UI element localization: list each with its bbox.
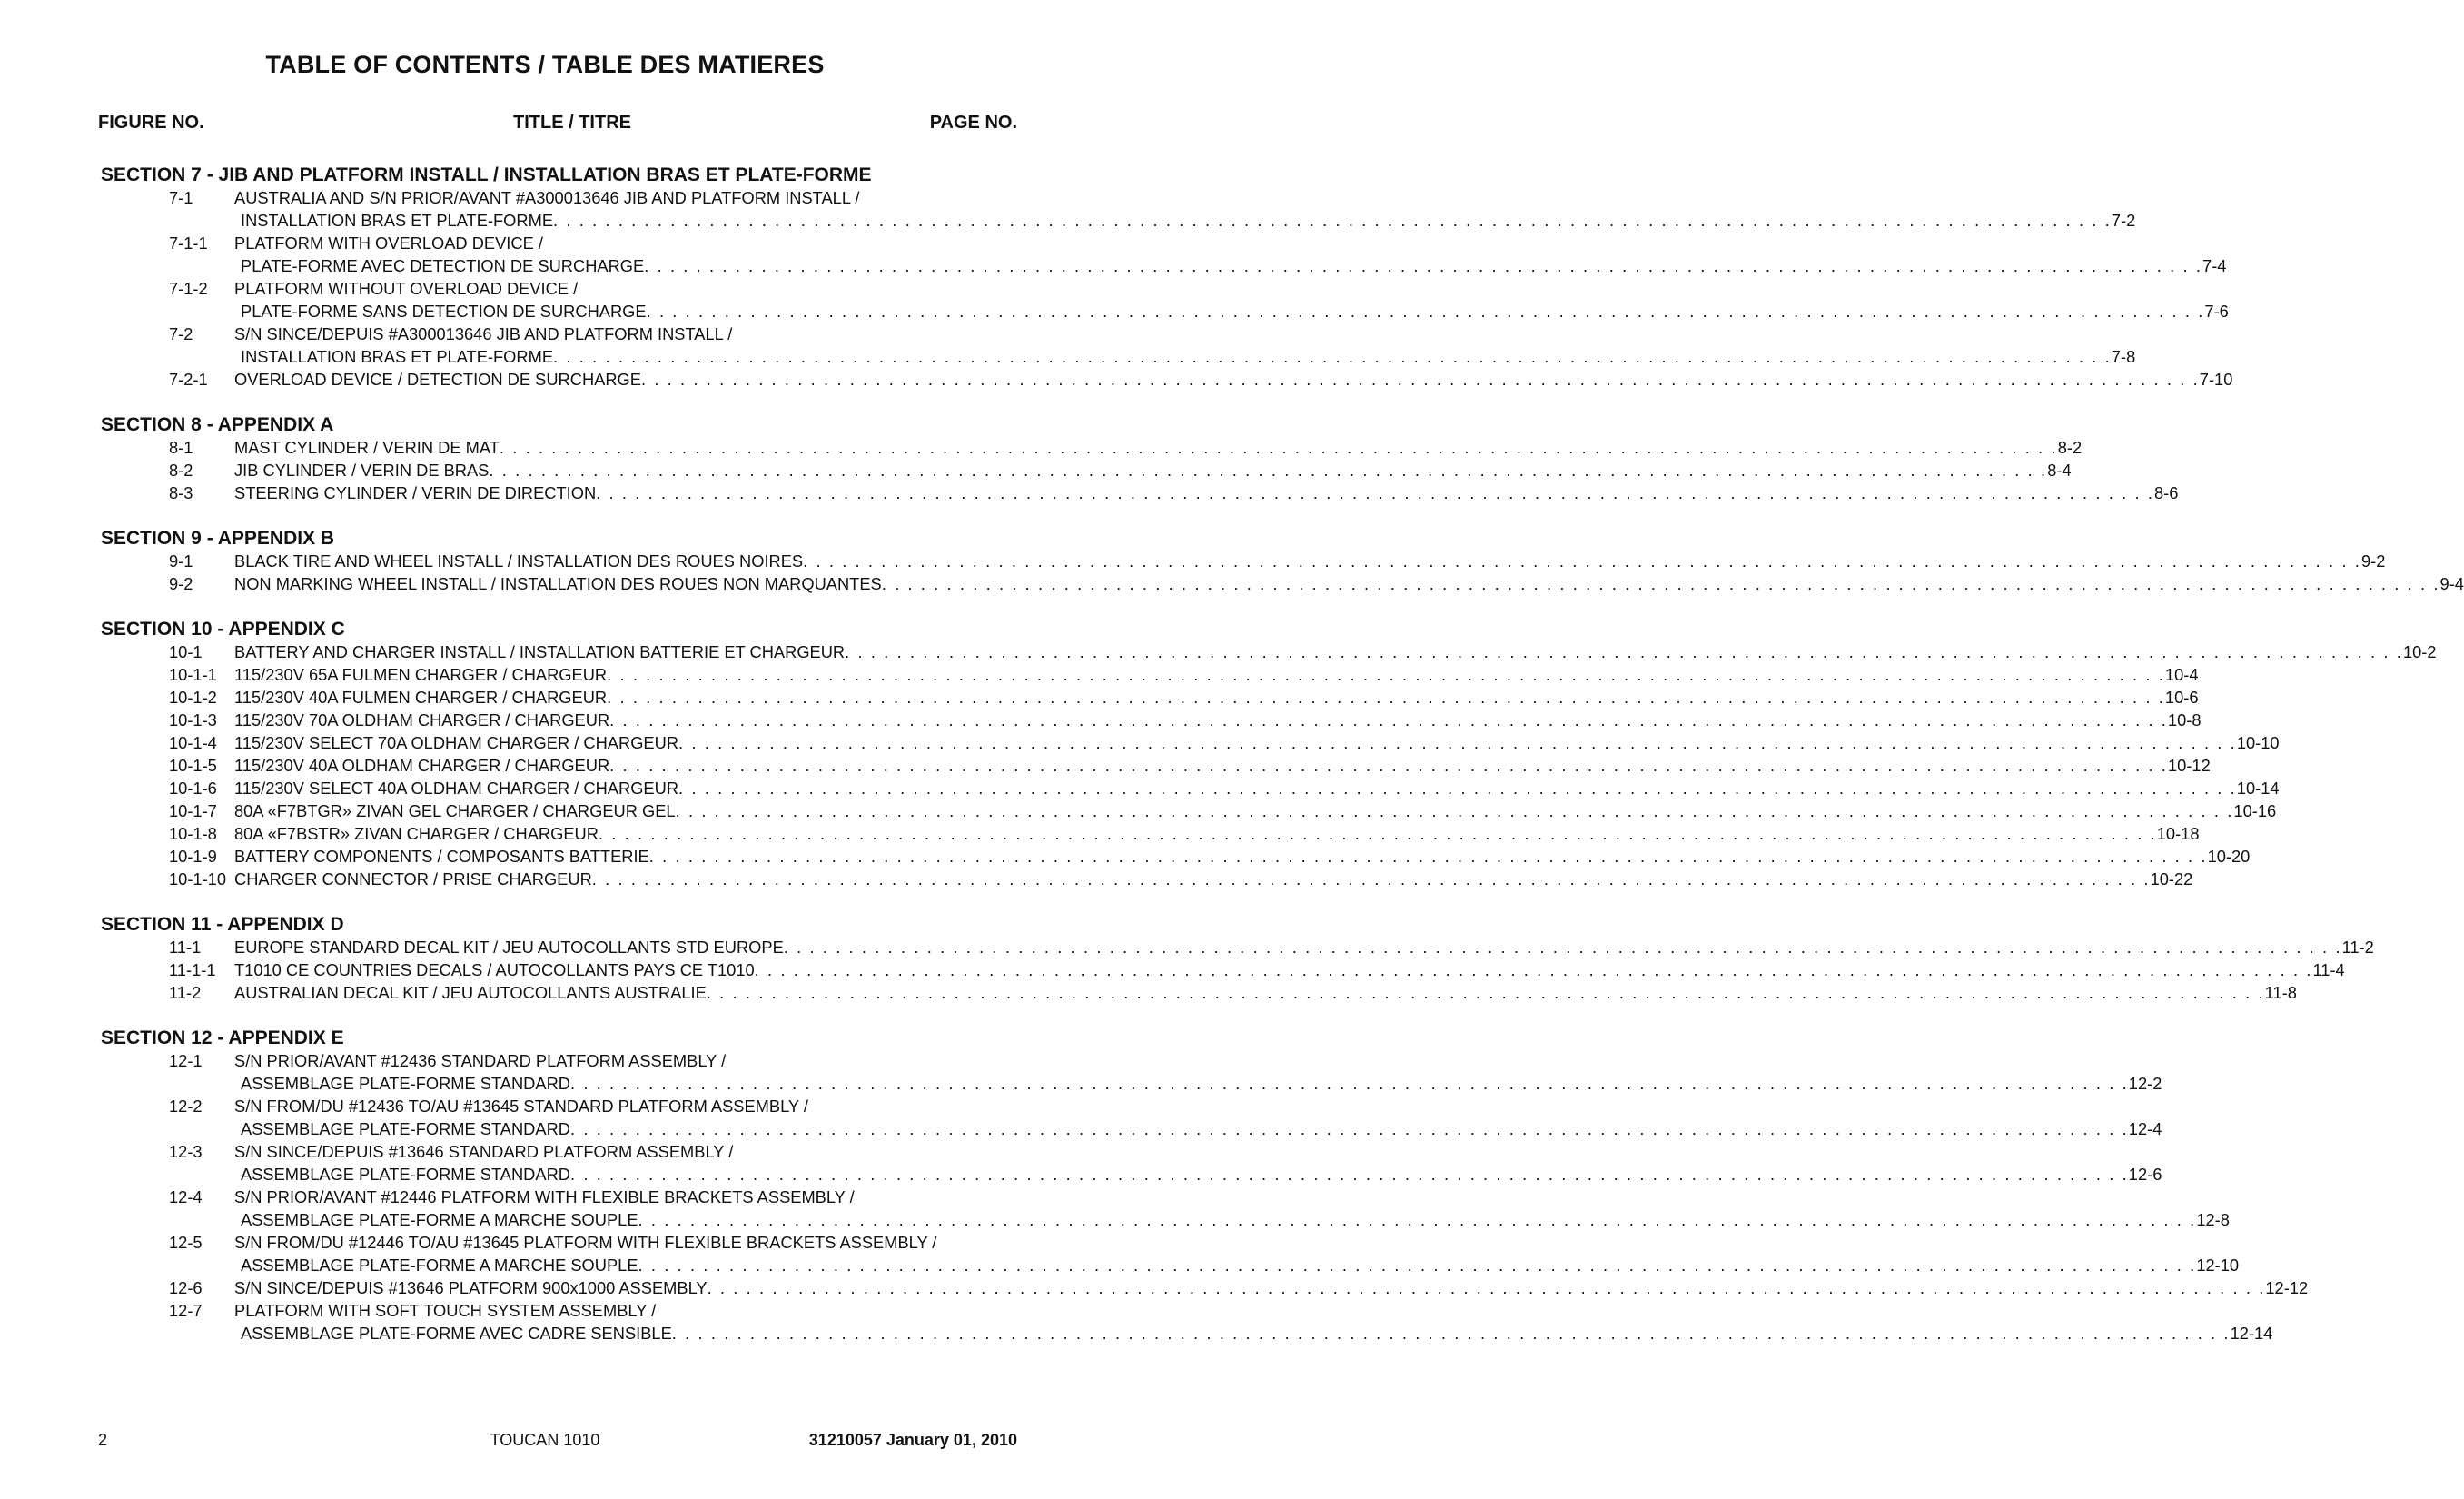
entry-title: ASSEMBLAGE PLATE-FORME STANDARD (241, 1074, 570, 1093)
figure-number: 12-4 (169, 1187, 203, 1206)
page-number: 9-4 (2439, 574, 2464, 593)
toc-entry[interactable] (0, 640, 2437, 663)
toc-entry[interactable] (0, 1095, 2162, 1140)
toc-entry[interactable] (0, 731, 2280, 754)
toc-entry[interactable] (0, 277, 2229, 323)
toc-entry[interactable] (0, 709, 2202, 731)
section-heading: SECTION 12 - APPENDIX E (101, 1027, 344, 1048)
page-number: 12-4 (2128, 1119, 2162, 1138)
dot-leader: . . . . . . . . . . . . . . . . . . . . . . . . . . . . . . . . . . . . . . . . . . . . . . . . . . . . . . . . . . . . . . . . . . . . . . . . . . . . . . . . . . . . . . . . . . . . . . . . . . . . . . . . . . . . . . . . . . . . . . . . (591, 869, 2151, 888)
entry-title: S/N SINCE/DEPUIS #13646 PLATFORM 900x1000 ASSEMBLY (234, 1278, 708, 1297)
toc-entry[interactable] (0, 777, 2280, 799)
page-number: 8-2 (2057, 438, 2083, 457)
page-number: 12-2 (2128, 1074, 2162, 1093)
page-number: 10-8 (2167, 710, 2202, 730)
dot-leader: . . . . . . . . . . . . . . . . . . . . . . . . . . . . . . . . . . . . . . . . . . . . . . . . . . . . . . . . . . . . . . . . . . . . . . . . . . . . . . . . . . . . . . . . . . . . . . . . . . . . . . . . . . . . . . . . . . . . . . . . (678, 779, 2237, 798)
dot-leader: . . . . . . . . . . . . . . . . . . . . . . . . . . . . . . . . . . . . . . . . . . . . . . . . . . . . . . . . . . . . . . . . . . . . . . . . . . . . . . . . . . . . . . . . . . . . . . . . . . . . . . . . . . . . . . . . . . . . . . . . (553, 347, 2112, 366)
entry-title: S/N PRIOR/AVANT #12436 STANDARD PLATFORM ASSEMBLY / (234, 1051, 727, 1070)
entry-title: PLATE-FORME AVEC DETECTION DE SURCHARGE (241, 256, 645, 275)
section-heading: SECTION 8 - APPENDIX A (101, 414, 334, 435)
page-number: 10-20 (2207, 847, 2251, 866)
figure-number: 10-1-8 (169, 824, 217, 843)
page-number: 10-12 (2167, 756, 2211, 775)
page-number: 8-6 (2154, 483, 2179, 502)
toc-section (0, 619, 2437, 890)
toc-entry[interactable] (0, 550, 2386, 572)
entry-title: ASSEMBLAGE PLATE-FORME A MARCHE SOUPLE (241, 1256, 638, 1275)
dot-leader: . . . . . . . . . . . . . . . . . . . . . . . . . . . . . . . . . . . . . . . . . . . . . . . . . . . . . . . . . . . . . . . . . . . . . . . . . . . . . . . . . . . . . . . . . . . . . . . . . . . . . . . . . . . . . . . . . . . . . . . . (675, 801, 2234, 820)
entry-title: 80A «F7BTGR» ZIVAN GEL CHARGER / CHARGEUR GEL (234, 801, 676, 820)
figure-number: 9-1 (169, 551, 193, 571)
toc-entry[interactable] (0, 572, 2464, 595)
dot-leader: . . . . . . . . . . . . . . . . . . . . . . . . . . . . . . . . . . . . . . . . . . . . . . . . . . . . . . . . . . . . . . . . . . . . . . . . . . . . . . . . . . . . . . . . . . . . . . . . . . . . . . . . . . . . . . . . . . . . . . . . (553, 211, 2112, 230)
entry-title: 115/230V SELECT 40A OLDHAM CHARGER / CHARGEUR (234, 779, 679, 798)
dot-leader: . . . . . . . . . . . . . . . . . . . . . . . . . . . . . . . . . . . . . . . . . . . . . . . . . . . . . . . . . . . . . . . . . . . . . . . . . . . . . . . . . . . . . . . . . . . . . . . . . . . . . . . . . . . . . . . . . . . . . . . . (598, 824, 2157, 843)
entry-title: JIB CYLINDER / VERIN DE BRAS (234, 461, 490, 480)
toc-entry[interactable] (0, 845, 2251, 868)
entry-title: ASSEMBLAGE PLATE-FORME STANDARD (241, 1165, 570, 1184)
column-header-figure: FIGURE NO. (98, 113, 204, 133)
figure-number: 10-1-1 (169, 665, 217, 684)
toc-entry[interactable] (0, 323, 2136, 368)
entry-title: INSTALLATION BRAS ET PLATE-FORME (241, 211, 554, 230)
entry-title: INSTALLATION BRAS ET PLATE-FORME (241, 347, 554, 366)
entry-title: EUROPE STANDARD DECAL KIT / JEU AUTOCOLLANTS STD EUROPE (234, 938, 784, 957)
entry-title: PLATFORM WITH SOFT TOUCH SYSTEM ASSEMBLY / (234, 1301, 657, 1320)
entry-title: NON MARKING WHEEL INSTALL / INSTALLATION DES ROUES NON MARQUANTES (234, 574, 882, 593)
page-number: 8-4 (2047, 461, 2072, 480)
toc-entry[interactable] (0, 1276, 2309, 1299)
toc-section (0, 528, 2464, 595)
dot-leader: . . . . . . . . . . . . . . . . . . . . . . . . . . . . . . . . . . . . . . . . . . . . . . . . . . . . . . . . . . . . . . . . . . . . . . . . . . . . . . . . . . . . . . . . . . . . . . . . . . . . . . . . . . . . . . . . . . . . . . . . (754, 960, 2313, 979)
figure-number: 10-1 (169, 642, 203, 661)
entry-title: CHARGER CONNECTOR / PRISE CHARGEUR (234, 869, 592, 888)
figure-number: 7-1 (169, 188, 193, 207)
page-number: 10-22 (2150, 869, 2193, 888)
page-number: 9-2 (2360, 551, 2386, 571)
figure-number: 12-1 (169, 1051, 203, 1070)
entry-title: S/N FROM/DU #12436 TO/AU #13645 STANDARD PLATFORM ASSEMBLY / (234, 1097, 808, 1116)
toc-entry[interactable] (0, 936, 2374, 958)
section-heading: SECTION 7 - JIB AND PLATFORM INSTALL / INSTALLATION BRAS ET PLATE-FORME (101, 164, 872, 185)
figure-number: 10-1-4 (169, 733, 217, 752)
entry-title: AUSTRALIA AND S/N PRIOR/AVANT #A300013646 JIB AND PLATFORM INSTALL / (234, 188, 860, 207)
toc-entry[interactable] (0, 958, 2345, 981)
entry-title: PLATE-FORME SANS DETECTION DE SURCHARGE (241, 302, 647, 321)
entry-title: S/N SINCE/DEPUIS #13646 STANDARD PLATFORM ASSEMBLY / (234, 1142, 734, 1161)
toc-entry[interactable] (0, 436, 2083, 459)
figure-number: 9-2 (169, 574, 193, 593)
toc-section (0, 164, 2233, 391)
page-number: 12-6 (2128, 1165, 2162, 1184)
column-header-page: PAGE NO. (929, 113, 1017, 133)
page-number: 7-4 (2202, 256, 2227, 275)
dot-leader: . . . . . . . . . . . . . . . . . . . . . . . . . . . . . . . . . . . . . . . . . . . . . . . . . . . . . . . . . . . . . . . . . . . . . . . . . . . . . . . . . . . . . . . . . . . . . . . . . . . . . . . . . . . . . . . . . . . . . . . . (646, 302, 2205, 321)
figure-number: 12-5 (169, 1233, 203, 1252)
footer-model: TOUCAN 1010 (490, 1431, 600, 1449)
toc-section (0, 1027, 2309, 1345)
figure-number: 12-3 (169, 1142, 203, 1161)
dot-leader: . . . . . . . . . . . . . . . . . . . . . . . . . . . . . . . . . . . . . . . . . . . . . . . . . . . . . . . . . . . . . . . . . . . . . . . . . . . . . . . . . . . . . . . . . . . . . . . . . . . . . . . . . . . . . . . . . . . . . . . . (678, 733, 2237, 752)
figure-number: 10-1-9 (169, 847, 217, 866)
section-heading: SECTION 10 - APPENDIX C (101, 619, 345, 640)
page-number: 7-8 (2111, 347, 2136, 366)
figure-number: 12-2 (169, 1097, 203, 1116)
dot-leader: . . . . . . . . . . . . . . . . . . . . . . . . . . . . . . . . . . . . . . . . . . . . . . . . . . . . . . . . . . . . . . . . . . . . . . . . . . . . . . . . . . . . . . . . . . . . . . . . . . . . . . . . . . . . . . . . . . . . . . . . (596, 483, 2154, 502)
entry-title: AUSTRALIAN DECAL KIT / JEU AUTOCOLLANTS AUSTRALIE (234, 983, 707, 1002)
entry-title: 115/230V SELECT 70A OLDHAM CHARGER / CHARGEUR (234, 733, 679, 752)
toc-section (0, 914, 2374, 1004)
entry-title: BATTERY COMPONENTS / COMPOSANTS BATTERIE (234, 847, 649, 866)
toc-entry[interactable] (0, 1049, 2162, 1095)
entry-title: 115/230V 40A OLDHAM CHARGER / CHARGEUR (234, 756, 610, 775)
dot-leader: . . . . . . . . . . . . . . . . . . . . . . . . . . . . . . . . . . . . . . . . . . . . . . . . . . . . . . . . . . . . . . . . . . . . . . . . . . . . . . . . . . . . . . . . . . . . . . . . . . . . . . . . . . . . . . . . . . . . . . . . (499, 438, 2058, 457)
toc-entry[interactable] (0, 232, 2227, 277)
toc-entry[interactable] (0, 686, 2199, 709)
figure-number: 10-1-6 (169, 779, 217, 798)
toc-entry[interactable] (0, 822, 2200, 845)
toc-entry[interactable] (0, 368, 2233, 391)
dot-leader: . . . . . . . . . . . . . . . . . . . . . . . . . . . . . . . . . . . . . . . . . . . . . . . . . . . . . . . . . . . . . . . . . . . . . . . . . . . . . . . . . . . . . . . . . . . . . . . . . . . . . . . . . . . . . . . . . . . . . . . . (569, 1119, 2129, 1138)
entry-title: 115/230V 70A OLDHAM CHARGER / CHARGEUR (234, 710, 610, 730)
figure-number: 7-1-2 (169, 279, 208, 298)
entry-title: BATTERY AND CHARGER INSTALL / INSTALLATION BATTERIE ET CHARGEUR (234, 642, 846, 661)
dot-leader: . . . . . . . . . . . . . . . . . . . . . . . . . . . . . . . . . . . . . . . . . . . . . . . . . . . . . . . . . . . . . . . . . . . . . . . . . . . . . . . . . . . . . . . . . . . . . . . . . . . . . . . . . . . . . . . . . . . . . . . . (569, 1165, 2129, 1184)
dot-leader: . . . . . . . . . . . . . . . . . . . . . . . . . . . . . . . . . . . . . . . . . . . . . . . . . . . . . . . . . . . . . . . . . . . . . . . . . . . . . . . . . . . . . . . . . . . . . . . . . . . . . . . . . . . . . . . . . . . . . . . . (607, 665, 2165, 684)
entry-title: 115/230V 65A FULMEN CHARGER / CHARGEUR (234, 665, 608, 684)
figure-number: 8-2 (169, 461, 193, 480)
dot-leader: . . . . . . . . . . . . . . . . . . . . . . . . . . . . . . . . . . . . . . . . . . . . . . . . . . . . . . . . . . . . . . . . . . . . . . . . . . . . . . . . . . . . . . . . . . . . . . . . . . . . . . . . . . . . . . . . . . . . . . . . (640, 370, 2200, 389)
figure-number: 11-2 (169, 983, 202, 1002)
toc-entry[interactable] (0, 481, 2179, 504)
page-number: 11-2 (2341, 938, 2374, 957)
figure-number: 10-1-10 (169, 869, 227, 888)
page-number: 12-14 (2230, 1324, 2273, 1343)
toc-entry[interactable] (0, 799, 2277, 822)
page-number: 10-6 (2164, 688, 2199, 707)
page-number: 12-12 (2265, 1278, 2309, 1297)
footer-page-number: 2 (98, 1431, 108, 1449)
footer-doc-ref: 31210057 January 01, 2010 (808, 1431, 1017, 1449)
figure-number: 7-2-1 (169, 370, 208, 389)
page-number: 12-10 (2196, 1256, 2240, 1275)
figure-number: 11-1-1 (169, 960, 216, 979)
entry-title: ASSEMBLAGE PLATE-FORME STANDARD (241, 1119, 570, 1138)
entry-title: T1010 CE COUNTRIES DECALS / AUTOCOLLANTS PAYS CE T1010 (234, 960, 755, 979)
entry-title: ASSEMBLAGE PLATE-FORME A MARCHE SOUPLE (241, 1210, 638, 1229)
entry-title: BLACK TIRE AND WHEEL INSTALL / INSTALLATION DES ROUES NOIRES (234, 551, 804, 571)
figure-number: 10-1-7 (169, 801, 217, 820)
page-number: 10-14 (2236, 779, 2280, 798)
figure-number: 12-7 (169, 1301, 203, 1320)
toc-entry[interactable] (0, 1140, 2162, 1186)
page-number: 7-10 (2199, 370, 2233, 389)
dot-leader: . . . . . . . . . . . . . . . . . . . . . . . . . . . . . . . . . . . . . . . . . . . . . . . . . . . . . . . . . . . . . . . . . . . . . . . . . . . . . . . . . . . . . . . . . . . . . . . . . . . . . . . . . . . . . . . . . . . . . . . . (609, 756, 2168, 775)
page-number: 10-4 (2164, 665, 2199, 684)
toc-section (0, 414, 2179, 504)
toc-entry[interactable] (0, 186, 2136, 232)
page-number: 11-4 (2312, 960, 2345, 979)
entry-title: S/N SINCE/DEPUIS #A300013646 JIB AND PLATFORM INSTALL / (234, 324, 733, 343)
figure-number: 12-6 (169, 1278, 203, 1297)
entry-title: PLATFORM WITHOUT OVERLOAD DEVICE / (234, 279, 579, 298)
toc-entry[interactable] (0, 1186, 2230, 1231)
dot-leader: . . . . . . . . . . . . . . . . . . . . . . . . . . . . . . . . . . . . . . . . . . . . . . . . . . . . . . . . . . . . . . . . . . . . . . . . . . . . . . . . . . . . . . . . . . . . . . . . . . . . . . . . . . . . . . . . . . . . . . . . (638, 1210, 2197, 1229)
dot-leader: . . . . . . . . . . . . . . . . . . . . . . . . . . . . . . . . . . . . . . . . . . . . . . . . . . . . . . . . . . . . . . . . . . . . . . . . . . . . . . . . . . . . . . . . . . . . . . . . . . . . . . . . . . . . . . . . . . . . . . . . (489, 461, 2048, 480)
dot-leader: . . . . . . . . . . . . . . . . . . . . . . . . . . . . . . . . . . . . . . . . . . . . . . . . . . . . . . . . . . . . . . . . . . . . . . . . . . . . . . . . . . . . . . . . . . . . . . . . . . . . . . . . . . . . . . . . . . . . . . . . (803, 551, 2361, 571)
figure-number: 7-1-1 (169, 233, 208, 253)
dot-leader: . . . . . . . . . . . . . . . . . . . . . . . . . . . . . . . . . . . . . . . . . . . . . . . . . . . . . . . . . . . . . . . . . . . . . . . . . . . . . . . . . . . . . . . . . . . . . . . . . . . . . . . . . . . . . . . . . . . . . . . . (638, 1256, 2197, 1275)
page-number: 7-6 (2204, 302, 2229, 321)
dot-leader: . . . . . . . . . . . . . . . . . . . . . . . . . . . . . . . . . . . . . . . . . . . . . . . . . . . . . . . . . . . . . . . . . . . . . . . . . . . . . . . . . . . . . . . . . . . . . . . . . . . . . . . . . . . . . . . . . . . . . . . . (783, 938, 2342, 957)
toc-entry[interactable] (0, 1231, 2240, 1276)
figure-number: 10-1-3 (169, 710, 217, 730)
dot-leader: . . . . . . . . . . . . . . . . . . . . . . . . . . . . . . . . . . . . . . . . . . . . . . . . . . . . . . . . . . . . . . . . . . . . . . . . . . . . . . . . . . . . . . . . . . . . . . . . . . . . . . . . . . . . . . . . . . . . . . . . (607, 688, 2165, 707)
entry-title: 115/230V 40A FULMEN CHARGER / CHARGEUR (234, 688, 608, 707)
page-number: 10-16 (2233, 801, 2277, 820)
figure-number: 8-3 (169, 483, 193, 502)
figure-number: 11-1 (169, 938, 202, 957)
entry-title: 80A «F7BSTR» ZIVAN CHARGER / CHARGEUR (234, 824, 599, 843)
column-header-title: TITLE / TITRE (513, 113, 631, 133)
figure-number: 10-1-5 (169, 756, 217, 775)
page-number: 12-8 (2196, 1210, 2230, 1229)
toc-entry[interactable] (0, 663, 2199, 686)
page-number: 11-8 (2264, 983, 2297, 1002)
toc-entry[interactable] (0, 868, 2193, 890)
page-title: TABLE OF CONTENTS / TABLE DES MATIERES (265, 51, 825, 78)
section-heading: SECTION 9 - APPENDIX B (101, 528, 335, 549)
figure-number: 7-2 (169, 324, 193, 343)
page-number: 10-18 (2156, 824, 2200, 843)
dot-leader: . . . . . . . . . . . . . . . . . . . . . . . . . . . . . . . . . . . . . . . . . . . . . . . . . . . . . . . . . . . . . . . . . . . . . . . . . . . . . . . . . . . . . . . . . . . . . . . . . . . . . . . . . . . . . . . . . . . . . . . . (609, 710, 2168, 730)
dot-leader: . . . . . . . . . . . . . . . . . . . . . . . . . . . . . . . . . . . . . . . . . . . . . . . . . . . . . . . . . . . . . . . . . . . . . . . . . . . . . . . . . . . . . . . . . . . . . . . . . . . . . . . . . . . . . . . . . . . . . . . . (671, 1324, 2231, 1343)
section-heading: SECTION 11 - APPENDIX D (101, 914, 344, 935)
dot-leader: . . . . . . . . . . . . . . . . . . . . . . . . . . . . . . . . . . . . . . . . . . . . . . . . . . . . . . . . . . . . . . . . . . . . . . . . . . . . . . . . . . . . . . . . . . . . . . . . . . . . . . . . . . . . . . . . . . . . . . . . (644, 256, 2203, 275)
entry-title: PLATFORM WITH OVERLOAD DEVICE / (234, 233, 543, 253)
page-number: 10-10 (2236, 733, 2280, 752)
dot-leader: . . . . . . . . . . . . . . . . . . . . . . . . . . . . . . . . . . . . . . . . . . . . . . . . . . . . . . . . . . . . . . . . . . . . . . . . . . . . . . . . . . . . . . . . . . . . . . . . . . . . . . . . . . . . . . . . . . . . . . . . (845, 642, 2403, 661)
dot-leader: . . . . . . . . . . . . . . . . . . . . . . . . . . . . . . . . . . . . . . . . . . . . . . . . . . . . . . . . . . . . . . . . . . . . . . . . . . . . . . . . . . . . . . . . . . . . . . . . . . . . . . . . . . . . . . . . . . . . . . . . (881, 574, 2440, 593)
entry-title: S/N PRIOR/AVANT #12446 PLATFORM WITH FLEXIBLE BRACKETS ASSEMBLY / (234, 1187, 855, 1206)
toc-entry[interactable] (0, 754, 2211, 777)
dot-leader: . . . . . . . . . . . . . . . . . . . . . . . . . . . . . . . . . . . . . . . . . . . . . . . . . . . . . . . . . . . . . . . . . . . . . . . . . . . . . . . . . . . . . . . . . . . . . . . . . . . . . . . . . . . . . . . . . . . . . . . . (706, 983, 2265, 1002)
toc-entry[interactable] (0, 459, 2072, 481)
figure-number: 10-1-2 (169, 688, 217, 707)
toc-entry[interactable] (0, 1299, 2273, 1345)
entry-title: OVERLOAD DEVICE / DETECTION DE SURCHARGE (234, 370, 641, 389)
dot-leader: . . . . . . . . . . . . . . . . . . . . . . . . . . . . . . . . . . . . . . . . . . . . . . . . . . . . . . . . . . . . . . . . . . . . . . . . . . . . . . . . . . . . . . . . . . . . . . . . . . . . . . . . . . . . . . . . . . . . . . . . (707, 1278, 2266, 1297)
toc-list (0, 164, 2464, 1368)
figure-number: 8-1 (169, 438, 193, 457)
dot-leader: . . . . . . . . . . . . . . . . . . . . . . . . . . . . . . . . . . . . . . . . . . . . . . . . . . . . . . . . . . . . . . . . . . . . . . . . . . . . . . . . . . . . . . . . . . . . . . . . . . . . . . . . . . . . . . . . . . . . . . . . (648, 847, 2208, 866)
page-number: 7-2 (2111, 211, 2136, 230)
entry-title: MAST CYLINDER / VERIN DE MAT (234, 438, 500, 457)
entry-title: ASSEMBLAGE PLATE-FORME AVEC CADRE SENSIBLE (241, 1324, 672, 1343)
entry-title: STEERING CYLINDER / VERIN DE DIRECTION (234, 483, 597, 502)
toc-entry[interactable] (0, 981, 2297, 1004)
page-number: 10-2 (2402, 642, 2437, 661)
dot-leader: . . . . . . . . . . . . . . . . . . . . . . . . . . . . . . . . . . . . . . . . . . . . . . . . . . . . . . . . . . . . . . . . . . . . . . . . . . . . . . . . . . . . . . . . . . . . . . . . . . . . . . . . . . . . . . . . . . . . . . . . (569, 1074, 2129, 1093)
entry-title: S/N FROM/DU #12446 TO/AU #13645 PLATFORM WITH FLEXIBLE BRACKETS ASSEMBLY / (234, 1233, 937, 1252)
